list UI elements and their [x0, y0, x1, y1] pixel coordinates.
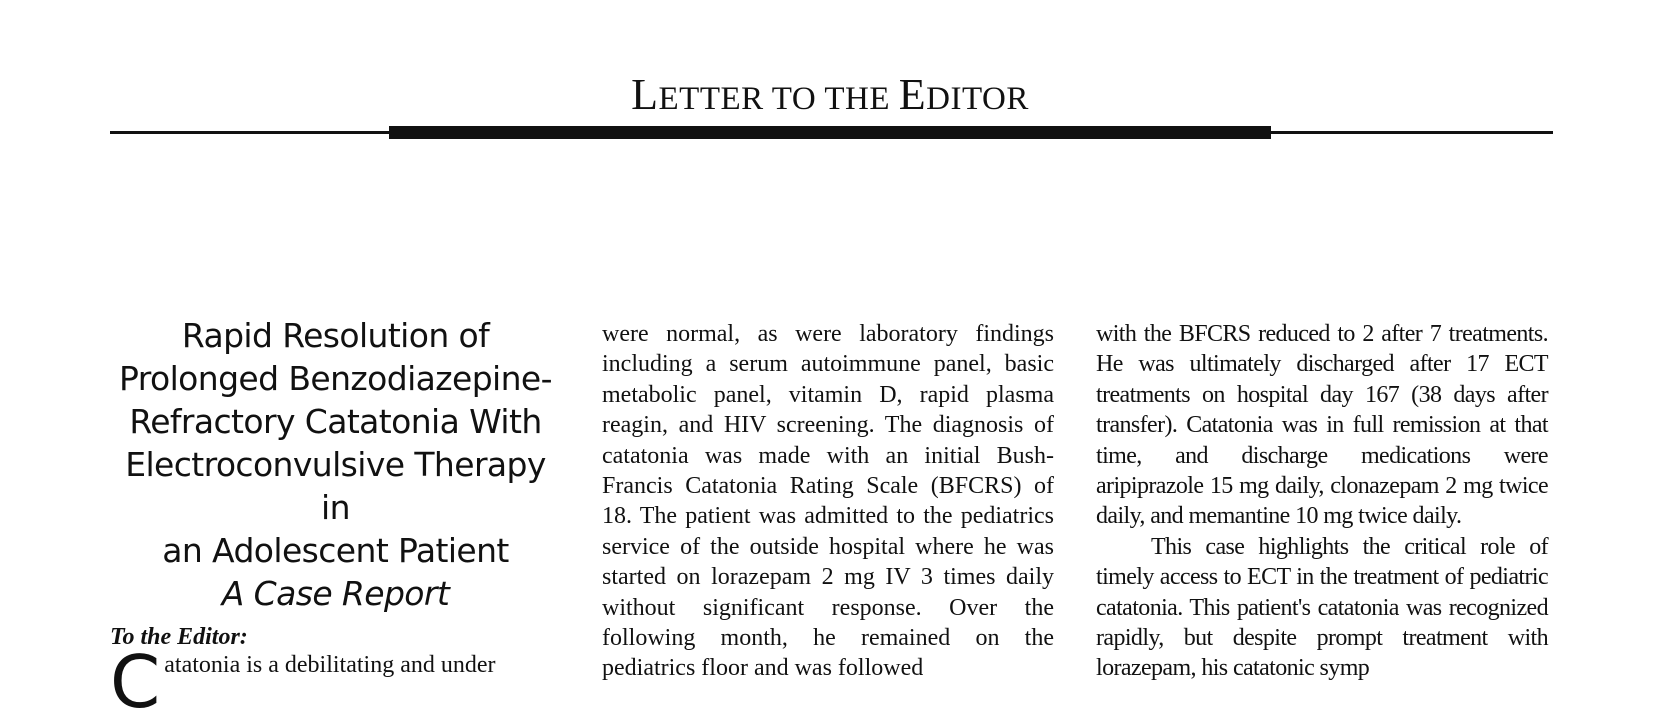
title-line-2: Prolonged Benzodiazepine- — [119, 359, 552, 398]
header-word-letter: ETTER — [658, 81, 764, 117]
header-rule-thick — [389, 126, 1271, 139]
column2-paragraph: were normal, as were laboratory findings including a serum autoimmune panel, basic metabolic panel, vitamin D, rapid plasma reagin, and HIV screening. The diagnosis of catatonia was made with an initial Bush-Francis Catatonia Rating Scale (BFCRS) of 18. The patient was admitted to the pediatrics service of the outside hospital where he was started on lorazepam 2 mg IV 3 times daily without significant response. Over the following month, he remained on the pediatrics floor and was followed — [602, 321, 1054, 682]
header-word-editor: DITOR — [926, 81, 1029, 117]
intro-text: atatonia is a debilitating and under — [164, 652, 496, 678]
column3-paragraph-1: with the BFCRS reduced to 2 after 7 treatments. He was ultimately discharged after 17 ECT treatments on hospital day 167 (38 days after transfer). Catatonia was in full remission at that time, and discharge medications were aripiprazole 15 mg daily, clonazepam 2 mg twice daily, and memantine 10 mg twice daily. — [1096, 321, 1548, 530]
header-initial-e: E — [898, 70, 927, 119]
salutation: To the Editor: — [110, 624, 248, 650]
section-header — [0, 70, 1660, 124]
title-line-5: an Adolescent Patient — [162, 531, 509, 570]
title-line-1: Rapid Resolution of — [181, 316, 490, 355]
header-initial-l: L — [631, 70, 659, 119]
article-title — [108, 314, 563, 615]
title-line-4: Electroconvulsive Therapy in — [125, 445, 546, 527]
column3-paragraph-2: This case highlights the critical role of timely access to ECT in the treatment of pediatric catatonia. This patient's catatonia was recognized rapidly, but despite prompt treatment with lorazepam, his catatonic symp — [1096, 533, 1548, 682]
title-line-3: Refractory Catatonia With — [129, 402, 542, 441]
article-subtitle: A Case Report — [221, 574, 450, 613]
body-column-3 — [1096, 319, 1548, 682]
body-column-2 — [602, 319, 1054, 682]
intro-paragraph — [110, 640, 558, 724]
drop-cap: C — [110, 640, 161, 724]
header-word-to-the: TO THE — [763, 81, 899, 117]
